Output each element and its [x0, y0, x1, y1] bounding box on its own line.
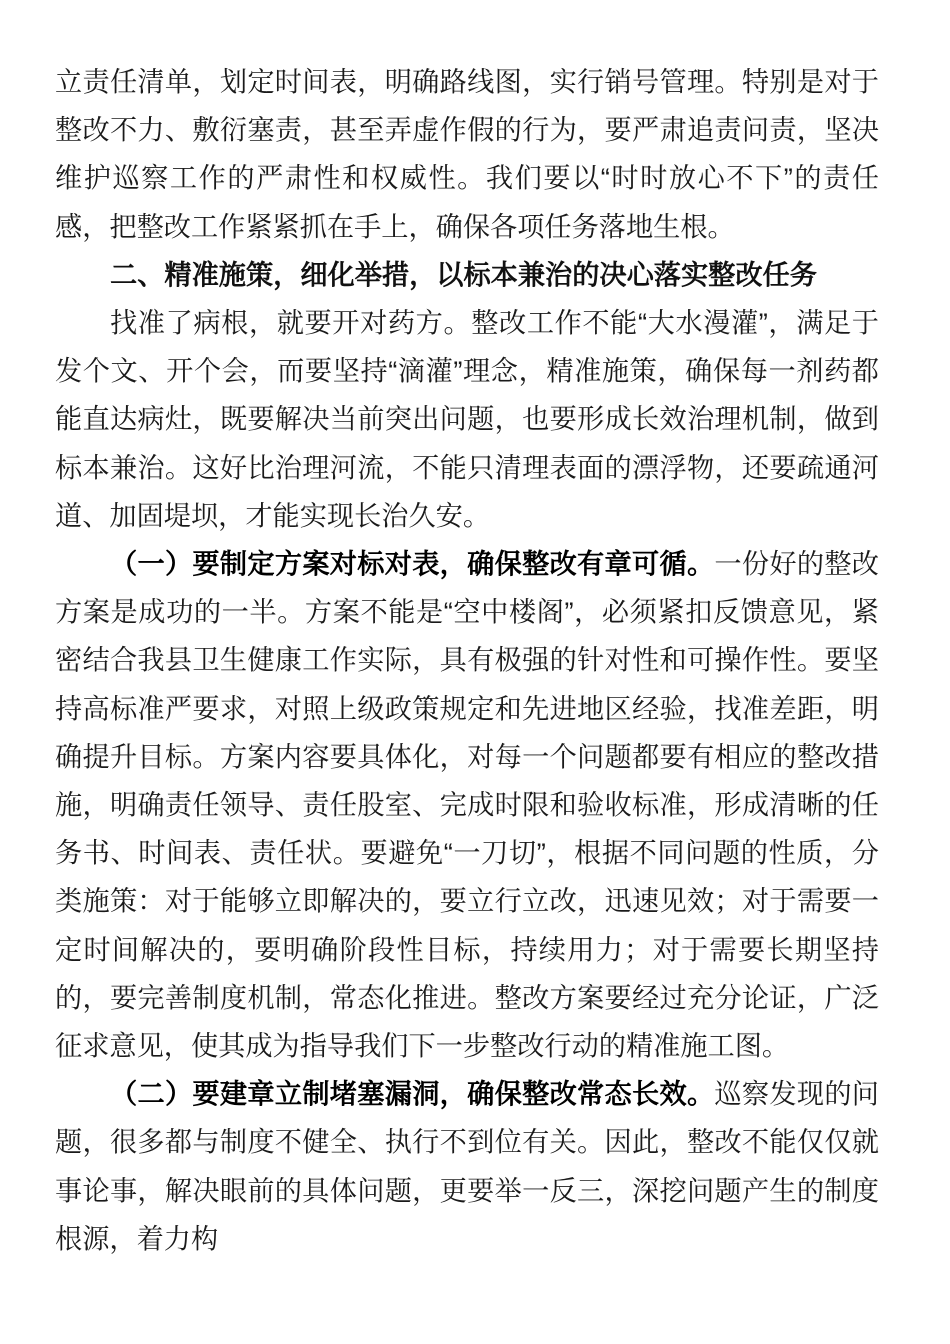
paragraph-section-two-intro: 找准了病根，就要开对药方。整改工作不能“大水漫灌”，满足于发个文、开个会，而要坚持“滴灌”理念，精准施策，确保每一剂药都能直达病灶，既要解决当前突出问题，也要形成长效治理机制，做到标本兼治。这好比治理河流，不能只清理表面的漂浮物，还要疏通河道、加固堤坝，才能实现长治久安。 [55, 307, 879, 531]
paragraph-subsection-one-text: 一份好的整改方案是成功的一半。方案不能是“空中楼阁”，必须紧扣反馈意见，紧密结合我县卫生健康工作实际，具有极强的针对性和可操作性。要坚持高标准严要求，对照上级政策规定和先进地区经验，找准差距，明确提升目标。方案内容要具体化，对每一个问题都要有相应的整改措施，明确责任领导、责任股室、完成时限和验收标准，形成清晰的任务书、时间表、责任状。要避免“一刀切”，根据不同问题的性质，分类施策：对于能够立即解决的，要立行立改，迅速见效；对于需要一定时间解决的，要明确阶段性目标，持续用力；对于需要长期坚持的，要完善制度机制，常态化推进。整改方案要经过充分论证，广泛征求意见，使其成为指导我们下一步整改行动的精准施工图。 [55, 548, 879, 1062]
paragraph-subsection-two [55, 1070, 879, 1263]
paragraph-subsection-one [55, 540, 879, 1070]
paragraph-continuation: 立责任清单，划定时间表，明确路线图，实行销号管理。特别是对于整改不力、敷衍塞责，甚至弄虚作假的行为，要严肃追责问责，坚决维护巡察工作的严肃性和权威性。我们要以“时时放心不下”的责任感，把整改工作紧紧抓在手上，确保各项任务落地生根。 [55, 66, 879, 242]
paragraph-subsection-two-text: 巡察发现的问题，很多都与制度不健全、执行不到位有关。因此，整改不能仅仅就事论事，解决眼前的具体问题，更要举一反三，深挖问题产生的制度根源，着力构 [55, 1078, 879, 1254]
runin-heading-subsection-one: （一）要制定方案对标对表，确保整改有章可循。 [110, 548, 715, 580]
runin-heading-subsection-two: （二）要建章立制堵塞漏洞，确保整改常态长效。 [110, 1078, 715, 1110]
document-body [55, 58, 879, 1263]
heading-section-two: 二、精准施策，细化举措，以标本兼治的决心落实整改任务 [110, 258, 817, 290]
